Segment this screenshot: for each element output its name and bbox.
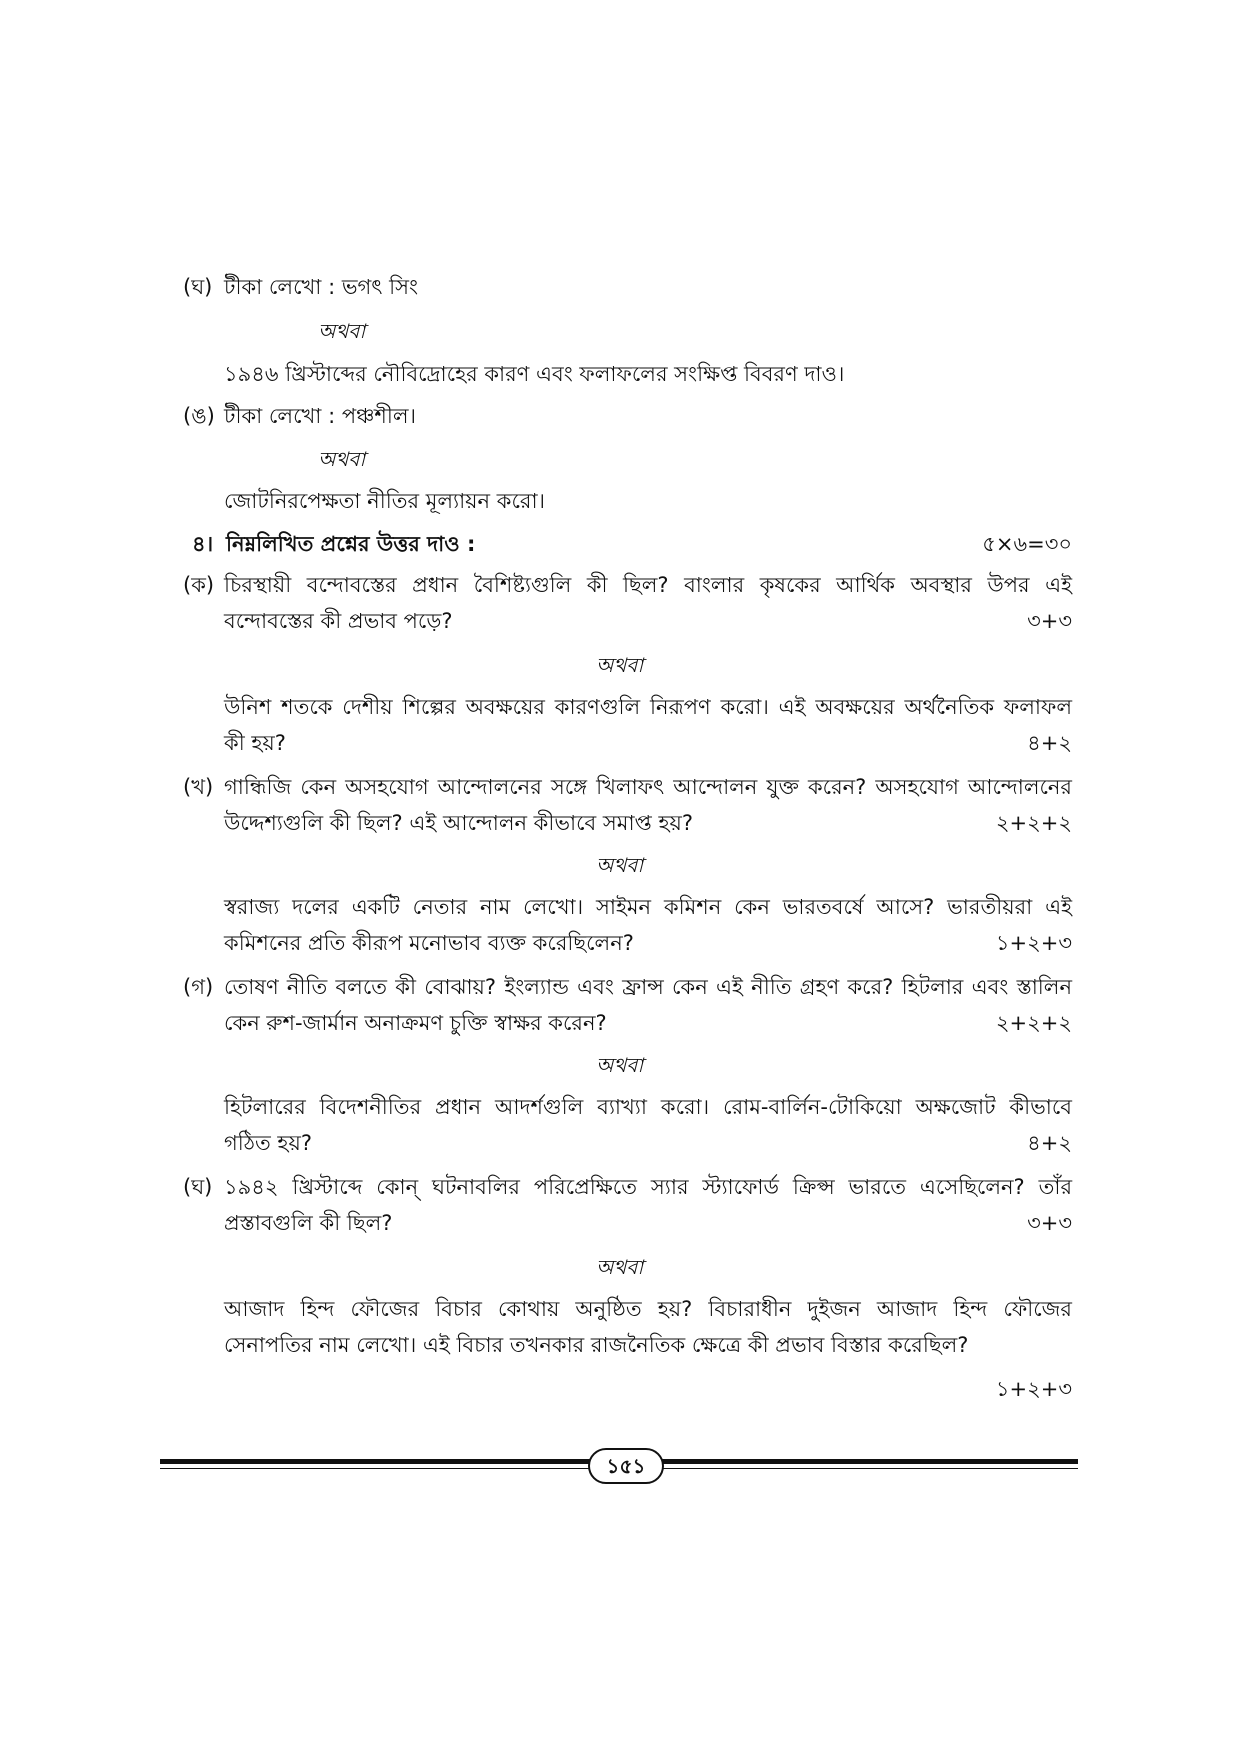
or-label: অথবা xyxy=(596,653,644,677)
question-line: কেন রুশ-জার্মান অনাক্রমণ চুক্তি স্বাক্ষর করেন? xyxy=(224,1011,607,1035)
alternative-line: হিটলারের বিদেশনীতির প্রধান আদর্শগুলি ব্যাখ্যা করো। রোম-বার্লিন-টোকিয়ো অক্ষজোট কীভাবে xyxy=(224,1095,1072,1119)
section-title: নিম্নলিখিত প্রশ্নের উত্তর দাও : xyxy=(226,532,476,556)
alternative-marks: ১+২+৩ xyxy=(995,931,1072,955)
question-marks: ২+২+২ xyxy=(995,811,1072,835)
alternative-line: কী হয়? xyxy=(224,731,286,755)
alternative-line: স্বরাজ্য দলের একটি নেতার নাম লেখো। সাইমন কমিশন কেন ভারতবর্ষে আসে? ভারতীয়রা এই xyxy=(224,895,1072,919)
question-line: তোষণ নীতি বলতে কী বোঝায়? ইংল্যান্ড এবং ফ্রান্স কেন এই নীতি গ্রহণ করে? হিটলার এবং স্তালিন xyxy=(224,975,1072,999)
question-line: উদ্দেশ্যগুলি কী ছিল? এই আন্দোলন কীভাবে সমাপ্ত হয়? xyxy=(224,811,694,835)
question-line: প্রস্তাবগুলি কী ছিল? xyxy=(224,1211,393,1235)
or-label: অথবা xyxy=(596,1053,644,1077)
alternative-marks: ৪+২ xyxy=(1027,731,1072,755)
alternative-line: উনিশ শতকে দেশীয় শিল্পের অবক্ষয়ের কারণগুলি নিরূপণ করো। এই অবক্ষয়ের অর্থনৈতিক ফলাফল xyxy=(224,695,1072,719)
alternative-question: জোটনিরপেক্ষতা নীতির মূল্যায়ন করো। xyxy=(224,489,546,513)
question-text: টীকা লেখো : পঞ্চশীল। xyxy=(224,404,417,428)
alternative-line: গঠিত হয়? xyxy=(224,1131,312,1155)
section-number: ৪। xyxy=(192,532,214,556)
alternative-line: আজাদ হিন্দ ফৌজের বিচার কোথায় অনুষ্ঠিত হয়? বিচারাধীন দুইজন আজাদ হিন্দ ফৌজের xyxy=(224,1297,1072,1321)
item-marker: (গ) xyxy=(183,975,214,999)
or-label: অথবা xyxy=(596,1255,644,1279)
item-marker: (খ) xyxy=(183,775,214,799)
question-marks: ২+২+২ xyxy=(995,1011,1072,1035)
or-label: অথবা xyxy=(596,853,644,877)
alternative-line: কমিশনের প্রতি কীরূপ মনোভাব ব্যক্ত করেছিলেন? xyxy=(224,931,634,955)
question-marks: ৩+৩ xyxy=(1027,609,1072,633)
alternative-question: ১৯৪৬ খ্রিস্টাব্দের নৌবিদ্রোহের কারণ এবং ফলাফলের সংক্ষিপ্ত বিবরণ দাও। xyxy=(224,362,845,386)
alternative-line: সেনাপতির নাম লেখো। এই বিচার তখনকার রাজনৈতিক ক্ষেত্রে কী প্রভাব বিস্তার করেছিল? xyxy=(224,1333,969,1357)
question-line: চিরস্থায়ী বন্দোবস্তের প্রধান বৈশিষ্ট্যগুলি কী ছিল? বাংলার কৃষকের আর্থিক অবস্থার উপর এই xyxy=(224,573,1072,597)
item-marker: (ঘ) xyxy=(183,275,213,299)
question-line: ১৯৪২ খ্রিস্টাব্দে কোন্ ঘটনাবলির পরিপ্রেক্ষিতে স্যার স্ট্যাফোর্ড ক্রিপ্স ভারতে এসেছিলেন? তাঁর xyxy=(224,1175,1072,1199)
item-marker: (ঙ) xyxy=(183,404,215,428)
question-marks: ৩+৩ xyxy=(1027,1211,1072,1235)
item-marker: (ক) xyxy=(183,573,215,597)
or-label: অথবা xyxy=(318,319,366,343)
page-number: ১৫১ xyxy=(588,1448,664,1484)
item-marker: (ঘ) xyxy=(183,1175,213,1199)
question-text: টীকা লেখো : ভগৎ সিং xyxy=(224,275,419,299)
section-marks: ৫×৬=৩০ xyxy=(982,532,1072,556)
question-line: গান্ধিজি কেন অসহযোগ আন্দোলনের সঙ্গে খিলাফৎ আন্দোলন যুক্ত করেন? অসহযোগ আন্দোলনের xyxy=(224,775,1072,799)
alternative-marks: ৪+২ xyxy=(1027,1131,1072,1155)
alternative-marks: ১+২+৩ xyxy=(995,1377,1072,1401)
or-label: অথবা xyxy=(318,447,366,471)
question-line: বন্দোবস্তের কী প্রভাব পড়ে? xyxy=(224,609,453,633)
